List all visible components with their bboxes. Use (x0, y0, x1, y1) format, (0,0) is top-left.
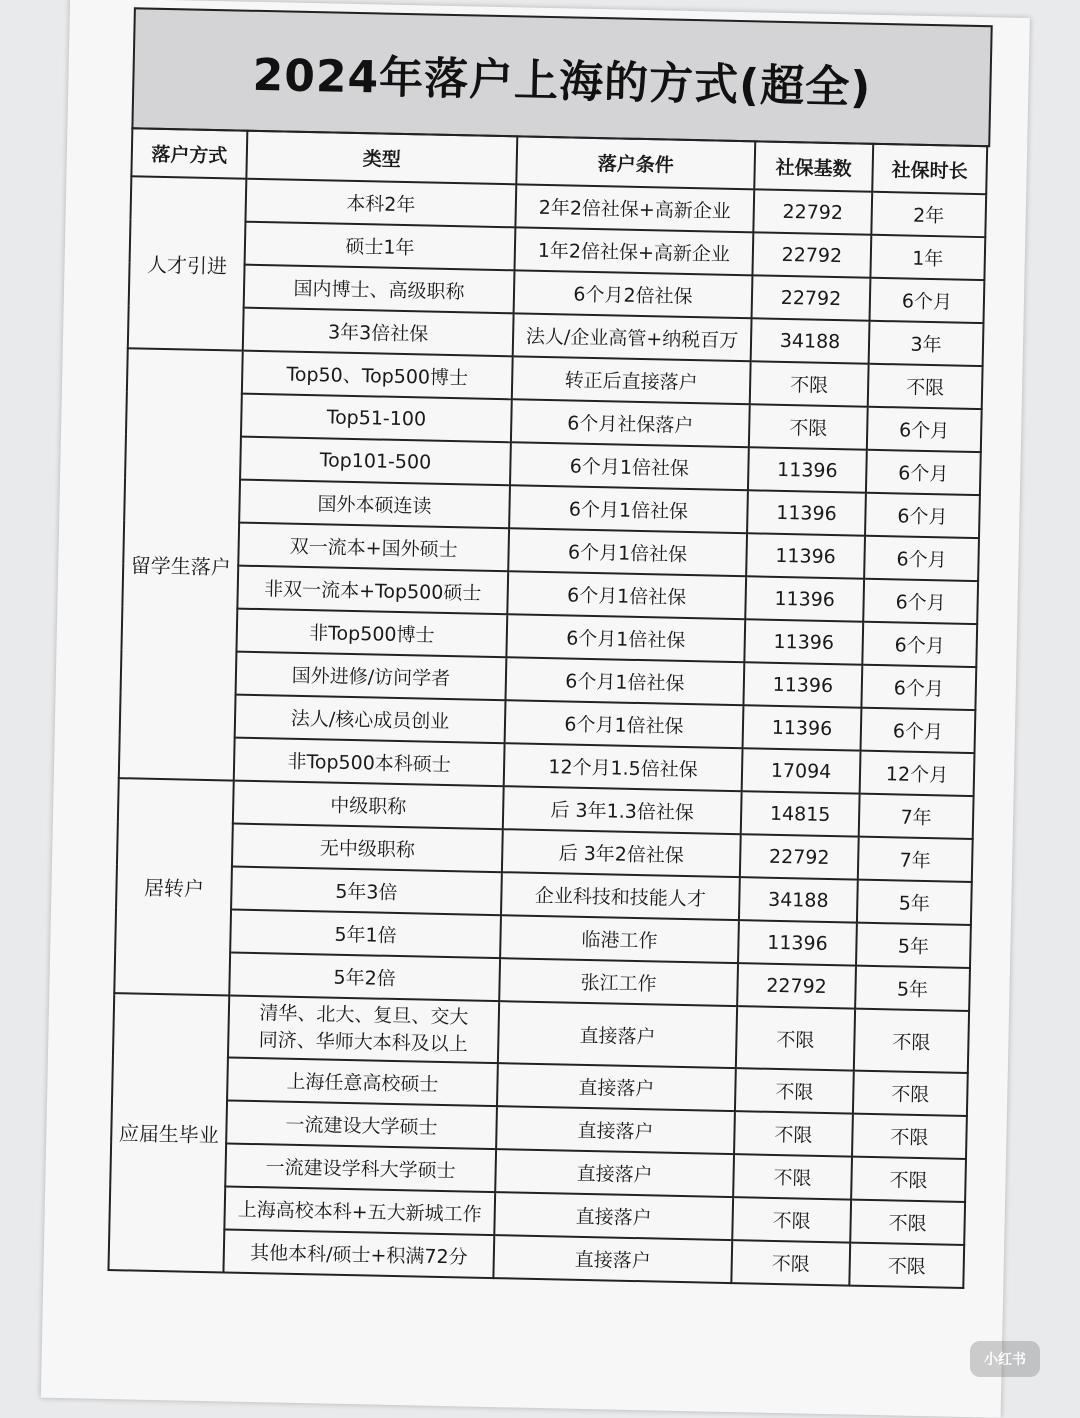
condition-cell: 直接落户 (498, 1001, 737, 1068)
duration-cell: 6个月 (861, 708, 976, 753)
base-cell: 11396 (748, 447, 867, 492)
base-cell: 22792 (753, 189, 872, 234)
header-base: 社保基数 (754, 141, 873, 191)
duration-cell: 3年 (869, 321, 984, 366)
condition-cell: 2年2倍社保+高新企业 (515, 184, 754, 232)
type-cell: Top51-100 (241, 394, 512, 443)
duration-cell: 6个月 (870, 278, 985, 323)
base-cell: 11396 (743, 662, 862, 707)
duration-cell: 不限 (852, 1114, 967, 1159)
header-condition: 落户条件 (516, 136, 755, 189)
type-cell: 5年1倍 (230, 910, 501, 959)
condition-cell: 临港工作 (500, 915, 739, 963)
header-method: 落户方式 (131, 128, 247, 178)
watermark-logo: 小红书 (970, 1341, 1040, 1377)
category-cell: 人才引进 (128, 176, 247, 350)
condition-cell: 直接落户 (496, 1106, 735, 1154)
duration-cell: 6个月 (865, 493, 980, 538)
type-cell: Top101-500 (240, 437, 511, 486)
type-cell: Top50、Top500博士 (242, 351, 513, 400)
duration-cell: 7年 (859, 794, 974, 839)
condition-cell: 6个月1倍社保 (509, 485, 748, 533)
condition-cell: 直接落户 (497, 1063, 736, 1111)
title-banner (131, 7, 992, 147)
base-cell: 22792 (752, 275, 871, 320)
duration-cell: 5年 (855, 966, 970, 1011)
settlement-table (107, 127, 988, 1289)
condition-cell: 6个月1倍社保 (506, 614, 745, 662)
base-cell: 不限 (734, 1111, 853, 1156)
type-cell: 非Top500博士 (236, 609, 507, 658)
header-type: 类型 (246, 131, 517, 185)
base-cell: 不限 (732, 1197, 851, 1242)
base-cell: 34188 (751, 318, 870, 363)
condition-cell: 转正后直接落户 (512, 356, 751, 404)
duration-cell: 6个月 (861, 665, 976, 710)
type-cell: 非双一流本+Top500硕士 (237, 566, 508, 615)
base-cell: 不限 (735, 1068, 854, 1113)
duration-cell: 5年 (857, 880, 972, 925)
duration-cell: 12个月 (860, 751, 975, 796)
base-cell: 不限 (749, 404, 868, 449)
type-cell: 本科2年 (245, 179, 516, 228)
base-cell: 11396 (747, 490, 866, 535)
condition-cell: 6个月1倍社保 (505, 700, 744, 748)
type-cell: 中级职称 (233, 781, 504, 830)
type-cell: 国外进修/访问学者 (236, 652, 507, 701)
condition-cell: 法人/企业高管+纳税百万 (513, 313, 752, 361)
type-cell: 上海高校本科+五大新城工作 (224, 1186, 495, 1235)
condition-cell: 12个月1.5倍社保 (504, 743, 743, 791)
condition-cell: 直接落户 (494, 1192, 733, 1240)
type-cell: 上海任意高校硕士 (227, 1057, 498, 1106)
condition-cell: 6个月1倍社保 (508, 528, 747, 576)
category-cell: 应届生毕业 (108, 993, 229, 1272)
duration-cell: 6个月 (867, 407, 982, 452)
base-cell: 22792 (740, 834, 859, 879)
duration-cell: 5年 (856, 923, 971, 968)
type-cell: 硕士1年 (245, 222, 516, 271)
type-cell (228, 995, 499, 1063)
condition-cell: 6个月社保落户 (511, 399, 750, 447)
condition-cell: 6个月1倍社保 (510, 442, 749, 490)
header-duration: 社保时长 (872, 144, 987, 194)
condition-cell: 直接落户 (493, 1235, 732, 1283)
duration-cell: 6个月 (863, 579, 978, 624)
type-cell: 法人/核心成员创业 (235, 695, 506, 744)
type-cell: 双一流本+国外硕士 (238, 523, 509, 572)
condition-cell: 6个月2倍社保 (514, 270, 753, 318)
base-cell: 11396 (744, 619, 863, 664)
type-cell: 非Top500本科硕士 (234, 738, 505, 787)
duration-cell: 不限 (868, 364, 983, 409)
base-cell: 22792 (737, 963, 856, 1008)
duration-cell: 不限 (853, 1071, 968, 1116)
type-cell: 一流建设学科大学硕士 (225, 1143, 496, 1192)
base-cell: 不限 (731, 1240, 850, 1285)
duration-cell: 1年 (870, 235, 985, 280)
base-cell: 34188 (739, 877, 858, 922)
duration-cell: 不限 (851, 1157, 966, 1202)
base-cell: 11396 (745, 576, 864, 621)
category-cell: 居转户 (114, 778, 233, 995)
document-sheet (41, 0, 1030, 1418)
condition-cell: 1年2倍社保+高新企业 (514, 227, 753, 275)
condition-cell: 后 3年1.3倍社保 (503, 786, 742, 834)
condition-cell: 张江工作 (499, 958, 738, 1006)
base-cell: 22792 (752, 232, 871, 277)
base-cell: 11396 (746, 533, 865, 578)
type-cell: 无中级职称 (232, 824, 503, 873)
condition-cell: 企业科技和技能人才 (501, 872, 740, 920)
base-cell: 11396 (743, 705, 862, 750)
base-cell: 17094 (742, 748, 861, 793)
type-cell: 国外本硕连读 (239, 480, 510, 529)
duration-cell: 2年 (871, 192, 986, 237)
type-cell: 其他本科/硕士+积满72分 (223, 1229, 494, 1278)
type-cell: 一流建设大学硕士 (226, 1100, 497, 1149)
category-cell: 留学生落户 (119, 348, 243, 780)
type-cell: 3年3倍社保 (243, 308, 514, 357)
duration-cell: 6个月 (864, 536, 979, 581)
base-cell: 不限 (733, 1154, 852, 1199)
duration-cell: 不限 (854, 1009, 969, 1073)
base-cell: 不限 (736, 1006, 855, 1070)
duration-cell: 不限 (850, 1200, 965, 1245)
base-cell: 不限 (750, 361, 869, 406)
condition-cell: 6个月1倍社保 (505, 657, 744, 705)
duration-cell: 不限 (849, 1243, 964, 1288)
type-cell: 国内博士、高级职称 (244, 265, 515, 314)
condition-cell: 6个月1倍社保 (507, 571, 746, 619)
duration-cell: 6个月 (862, 622, 977, 667)
duration-cell: 6个月 (866, 450, 981, 495)
condition-cell: 直接落户 (495, 1149, 734, 1197)
base-cell: 11396 (738, 920, 857, 965)
base-cell: 14815 (741, 791, 860, 836)
type-cell: 5年2倍 (229, 953, 500, 1002)
duration-cell: 7年 (858, 837, 973, 882)
type-line-1: 清华、北大、复旦、交大 (259, 1002, 469, 1029)
page-title: 2024年落户上海的方式(超全) (252, 49, 872, 114)
condition-cell: 后 3年2倍社保 (502, 829, 741, 877)
type-line-2: 同济、华师大本科及以上 (258, 1029, 469, 1056)
type-cell: 5年3倍 (231, 867, 502, 916)
